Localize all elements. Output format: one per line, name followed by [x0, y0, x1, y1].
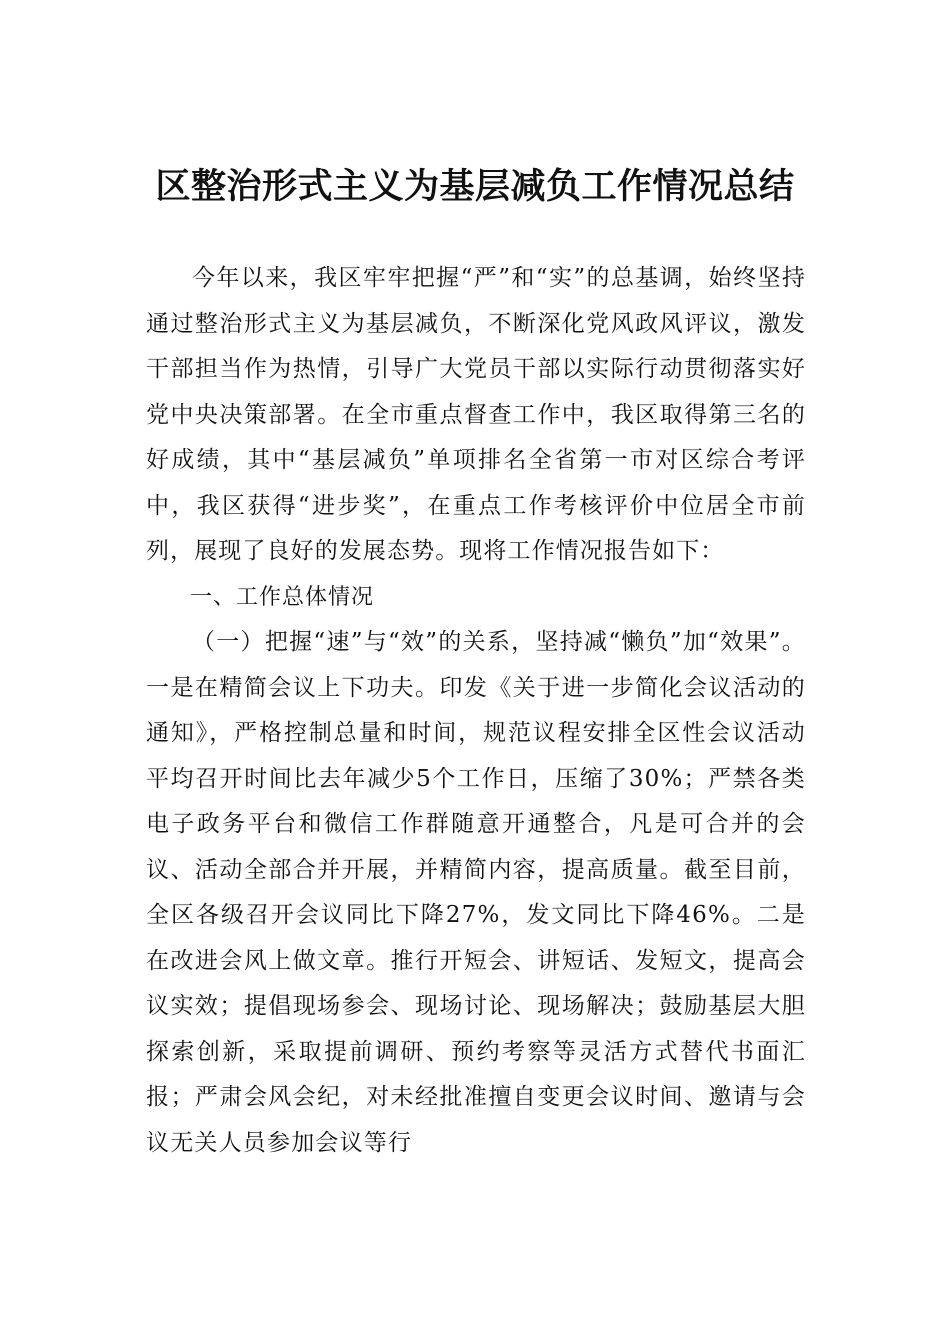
- document-body: [146, 256, 806, 1166]
- section-heading: 一、工作总体情况: [190, 584, 375, 610]
- subsection-paragraph: （一）把握“速”与“效”的关系，坚持减“懒负”加“效果”。一是在精简会议上下功夫。印发《关于进一步简化会议活动的通知》，严格控制总量和时间，规范议程安排全区性会议活动平均召开时间比去年减少5个工作日，压缩了30%；严禁各类电子政务平台和微信工作群随意开通整合，凡是可合并的会议、活动全部合并开展，并精简内容，提高质量。截至目前，全区各级召开会议同比下降27%，发文同比下降46%。二是在改进会风上做文章。推行开短会、讲短话、发短文，提高会议实效；提倡现场参会、现场讨论、现场解决；鼓励基层大胆探索创新，采取提前调研、预约考察等灵活方式替代书面汇报；严肃会风会纪，对未经批准擅自变更会议时间、邀请与会议无关人员参加会议等行: [146, 629, 806, 1156]
- intro-paragraph: 今年以来，我区牢牢把握“严”和“实”的总基调，始终坚持通过整治形式主义为基层减负，不断深化党风政风评议，激发干部担当作为热情，引导广大党员干部以实际行动贯彻落实好党中央决策部署。在全市重点督查工作中，我区取得第三名的好成绩，其中“基层减负”单项排名全省第一市对区综合考评中，我区获得“进步奖”，在重点工作考核评价中位居全市前列，展现了良好的发展态势。现将工作情况报告如下：: [146, 265, 806, 564]
- document-title: 区整治形式主义为基层减负工作情况总结: [155, 166, 795, 207]
